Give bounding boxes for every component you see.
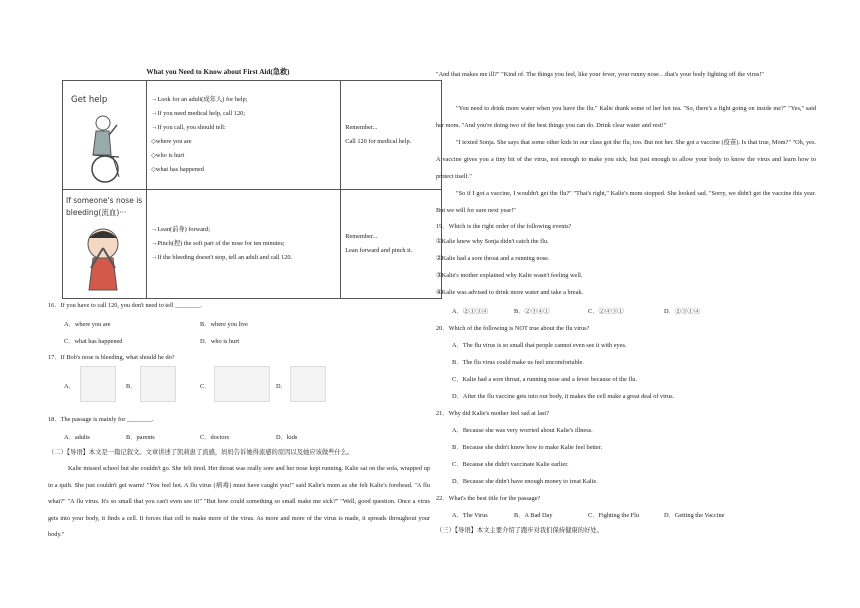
get-help-image-cell	[63, 81, 147, 190]
q19-event-1: ①Kalie knew why Sonja didn't catch the flu.	[436, 238, 549, 245]
remember-label: Remember...	[345, 233, 378, 240]
q20-option-d: D．After the flu vaccine gets into our body, it makes the cell make a great deal of virus.	[452, 393, 675, 400]
instruction-line: ◇where you are	[151, 138, 192, 145]
question-18-stem: 18．The passage is mainly for ________.	[48, 416, 154, 423]
question-17-stem: 17．If Bob's nose is bleeding, what should he do?	[48, 354, 175, 361]
boy-pinching-nose-icon	[63, 190, 143, 298]
get-help-illustration	[63, 81, 143, 189]
question-16-stem: 16．If you have to call 120, you don't need to tell ________.	[48, 302, 202, 309]
q20-option-b: B．The flu virus could make us feel uncomfortable.	[452, 359, 584, 366]
q17-option-c: C．	[200, 383, 211, 390]
instruction-line: →If the bleeding doesn't stop, tell an adult and call 120.	[151, 254, 293, 261]
q17-option-a: A．	[64, 383, 75, 390]
instruction-line: →If you need medical help, call 120;	[151, 110, 245, 117]
instruction-line: ◇what has happened	[151, 166, 204, 173]
instruction-line: ◇who is hurt	[151, 152, 185, 159]
guide-2: （二）【导语】本文是一篇记叙文。文章讲述了凯莉患了流感，妈妈告诉她得流感的原因以及她应该做些什么。	[48, 449, 354, 456]
passage-paragraph: "You need to drink more water when you have the flu." Kalie drank some of her hot tea. "So, there's a fight going on inside me?" "Yes," said her mom. "And you're doing two of the best things you can do. Drink clear water and rest!"	[436, 105, 816, 129]
remember-text: Call 120 for medical help.	[345, 138, 412, 145]
q17-option-d: D．	[276, 383, 287, 390]
nosebleed-remember	[341, 190, 442, 299]
nosebleed-caption-1: If someone's nose is	[66, 196, 143, 205]
q22-option-c: C．Fighting the Flu	[588, 512, 640, 519]
q20-option-c: C．Kalie had a sore throat, a running nose and a fever because of the flu.	[452, 376, 637, 383]
instruction-line: →Pinch(捏) the soft part of the nose for ten minutes;	[151, 240, 285, 247]
nosebleed-image-cell	[63, 190, 147, 299]
question-20-stem: 20．Which of the following is NOT true about the flu virus?	[436, 325, 590, 332]
head-tilt-image	[290, 366, 326, 402]
remember-text: Lean forward and pinch it.	[345, 247, 413, 254]
q21-option-d: D．Because she didn't have enough money to treat Kalie.	[452, 478, 598, 485]
q18-option-d: D．kids	[276, 434, 298, 441]
lying-down-image	[214, 366, 270, 402]
q17-option-b: B．	[126, 383, 137, 390]
get-help-instructions	[147, 81, 341, 190]
pinch-nose-image	[140, 366, 176, 402]
q18-option-b: B．parents	[126, 434, 155, 441]
q19-event-2: ②Kalie had a sore throat and a running nose.	[436, 255, 550, 262]
instruction-line: →Lean(前身) forward;	[151, 226, 211, 233]
guide-3: （三）【导语】本文主要介绍了跑步对我们保持健康的好处。	[436, 527, 603, 534]
nosebleed-instructions	[147, 190, 341, 299]
remember-label: Remember...	[345, 124, 378, 131]
question-21-stem: 21．Why did Kalie's mother feel sad at last?	[436, 410, 549, 417]
lean-back-image	[80, 366, 116, 402]
table-row	[63, 81, 442, 190]
table-row	[63, 190, 442, 299]
instruction-line: →If you call, you should tell:	[151, 124, 226, 131]
q21-option-a: A．Because she was very worried about Kalie's illness.	[452, 427, 593, 434]
q18-option-c: C．doctors	[200, 434, 230, 441]
get-help-caption: Get help	[71, 95, 108, 105]
q18-option-a: A．adults	[64, 434, 90, 441]
q16-option-a: A．where you are	[64, 321, 111, 328]
passage-paragraph: "I texted Sonja. She says that some other kids in our class got the flu, too. But not her. She got a vaccine (疫苗). Is that true, Mom?" "Oh, yes. A vaccine gives you a tiny bit of the virus, not enough to make you sick, but just enough to allow your body to know the virus and learn how to protect itself."	[436, 139, 816, 180]
q19-option-d: D．②③①④	[664, 308, 701, 315]
q19-event-4: ④Kalie was advised to drink more water and take a break.	[436, 289, 584, 296]
question-19-stem: 19．Which is the right order of the following events?	[436, 223, 572, 230]
page-title: What you Need to Know about First Aid(急救)	[146, 68, 290, 76]
q20-option-a: A．The flu virus is so small that people cannot even see it with eyes.	[452, 342, 627, 349]
first-aid-table	[62, 80, 442, 299]
q21-option-c: C．Because she didn't vaccinate Kalie earlier.	[452, 461, 569, 468]
get-help-remember	[341, 81, 442, 190]
passage-paragraph: "And that makes me ill?" "Kind of. The things you feel, like your fever, your runny nose…that's your body fighting off the virus!"	[436, 71, 764, 78]
q21-option-b: B．Because she didn't know how to make Kalie feel better.	[452, 444, 603, 451]
q19-option-c: C．②④③①	[588, 308, 624, 315]
nosebleed-caption-2: bleeding(流血)···	[66, 208, 127, 217]
q16-option-d: D．who is hurt	[200, 338, 240, 345]
q22-option-a: A．The Virus	[452, 512, 488, 519]
q22-option-b: B．A Bad Day	[514, 512, 553, 519]
nosebleed-illustration	[63, 190, 143, 298]
passage-paragraph: Kalie missed school but she couldn't go. She felt tired. Her throat was really sore and her nose kept running. Kalie sat on the sofa, wrapped up in a quilt. She just couldn't get warm! "You feel hot. A flu virus (病毒) must have caught you!" said Kalie's mom as she felt Kalie's forehead. "A flu what?" "A flu virus. It's so small that you can't even see it!" "But how could something so small make me sick?" "Well, good question. Once a virus gets into your body, it finds a cell. It forces that cell to make more of the virus. As more and more of the virus is made, it spreads throughout your body."	[48, 465, 430, 538]
q19-option-a: A．②①③④	[452, 308, 489, 315]
instruction-line: →Look for an adult(成年人) for help;	[151, 96, 248, 103]
q16-option-c: C．what has happened	[64, 338, 123, 345]
q19-event-3: ③Kalie's mother explained why Kalie wasn't feeling well.	[436, 272, 583, 279]
q19-option-b: B．②③④①	[514, 308, 550, 315]
question-22-stem: 22．What's the best title for the passage?	[436, 495, 541, 502]
wheelchair-icon	[63, 81, 143, 189]
passage-paragraph: "So if I got a vaccine, I wouldn't get the flu?" "That's right," Kalie's mom stopped. She looked sad. "Sorry, we didn't get the vaccine this year. But we will for sure next year!"	[436, 190, 816, 214]
q22-option-d: D．Getting the Vaccine	[664, 512, 725, 519]
q16-option-b: B．where you live	[200, 321, 248, 328]
